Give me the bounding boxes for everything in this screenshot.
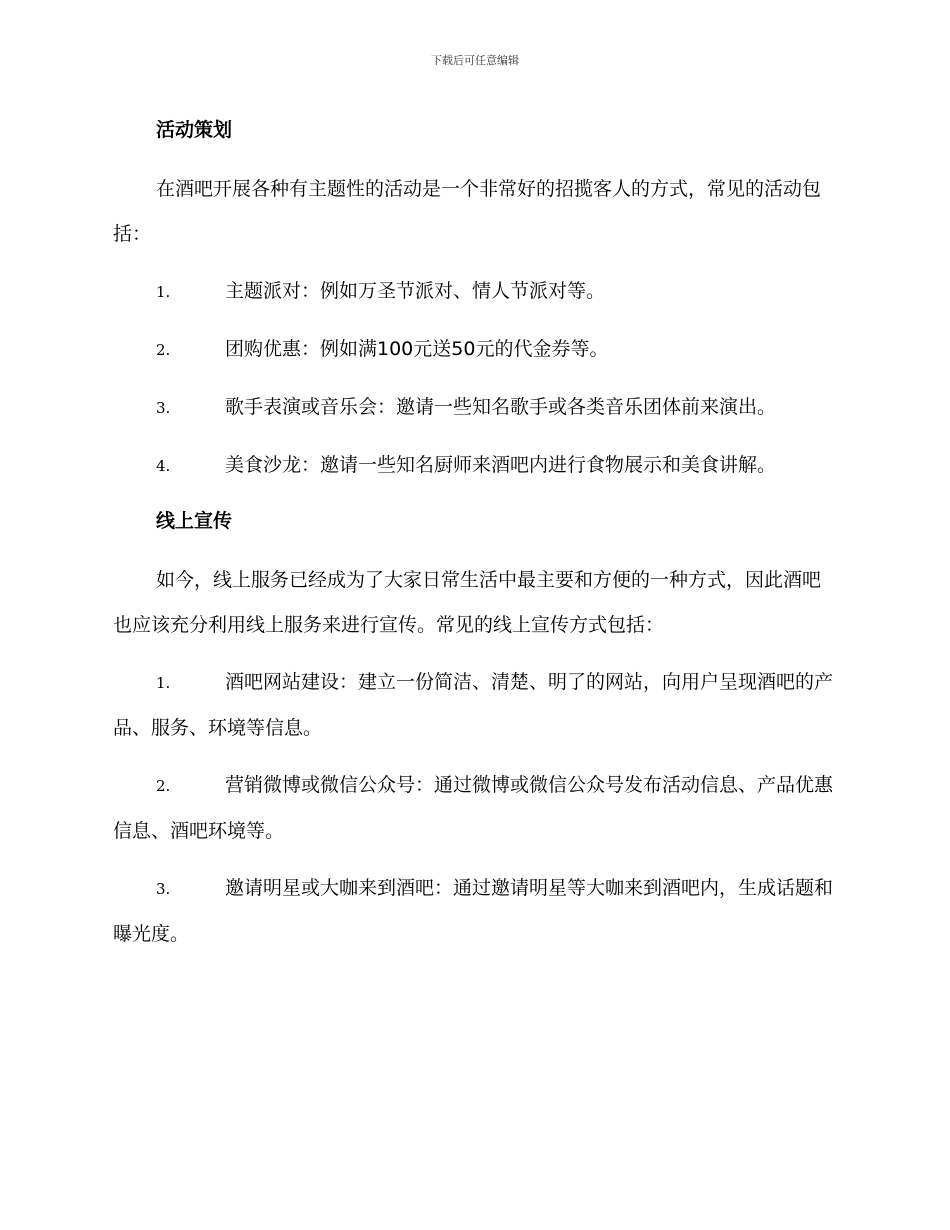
list-number: 3. — [156, 880, 171, 898]
list-text: 邀请明星或大咖来到酒吧：通过邀请明星等大咖来到酒吧内，生成话题和曝光度。 — [113, 877, 834, 945]
list-text: 主题派对：例如万圣节派对、情人节派对等。 — [225, 280, 606, 302]
list-number: 1. — [156, 283, 171, 301]
list-number: 2. — [156, 341, 171, 359]
list-item — [113, 327, 835, 373]
list-number: 4. — [156, 457, 171, 475]
list-text: 美食沙龙：邀请一些知名厨师来酒吧内进行食物展示和美食讲解。 — [225, 454, 777, 476]
list-text: 酒吧网站建设：建立一份简洁、清楚、明了的网站，向用户呈现酒吧的产品、服务、环境等信息。 — [113, 671, 834, 739]
list-item — [113, 269, 835, 315]
section-online-promotion — [113, 501, 835, 957]
list-item — [113, 443, 835, 489]
list-item — [113, 763, 835, 854]
section-intro: 如今，线上服务已经成为了大家日常生活中最主要和方便的一种方式，因此酒吧也应该充分利用线上服务来进行宣传。常见的线上宣传方式包括： — [113, 569, 822, 636]
section-event-planning — [113, 110, 835, 489]
section-heading: 线上宣传 — [156, 510, 233, 532]
list-text: 团购优惠：例如满100元送50元的代金券等。 — [225, 338, 609, 360]
list-number: 3. — [156, 399, 171, 417]
list-number: 1. — [156, 674, 171, 692]
list-number: 2. — [156, 777, 171, 795]
list-item — [113, 866, 835, 957]
list-item — [113, 660, 835, 751]
list-item — [113, 385, 835, 431]
page-header: 下载后可任意编辑 — [431, 54, 519, 67]
section-intro: 在酒吧开展各种有主题性的活动是一个非常好的招揽客人的方式，常见的活动包括： — [113, 178, 822, 245]
list-text: 歌手表演或音乐会：邀请一些知名歌手或各类音乐团体前来演出。 — [225, 396, 777, 418]
document-body — [113, 110, 835, 969]
section-heading: 活动策划 — [156, 119, 233, 141]
list-text: 营销微博或微信公众号：通过微博或微信公众号发布活动信息、产品优惠信息、酒吧环境等。 — [113, 774, 834, 842]
